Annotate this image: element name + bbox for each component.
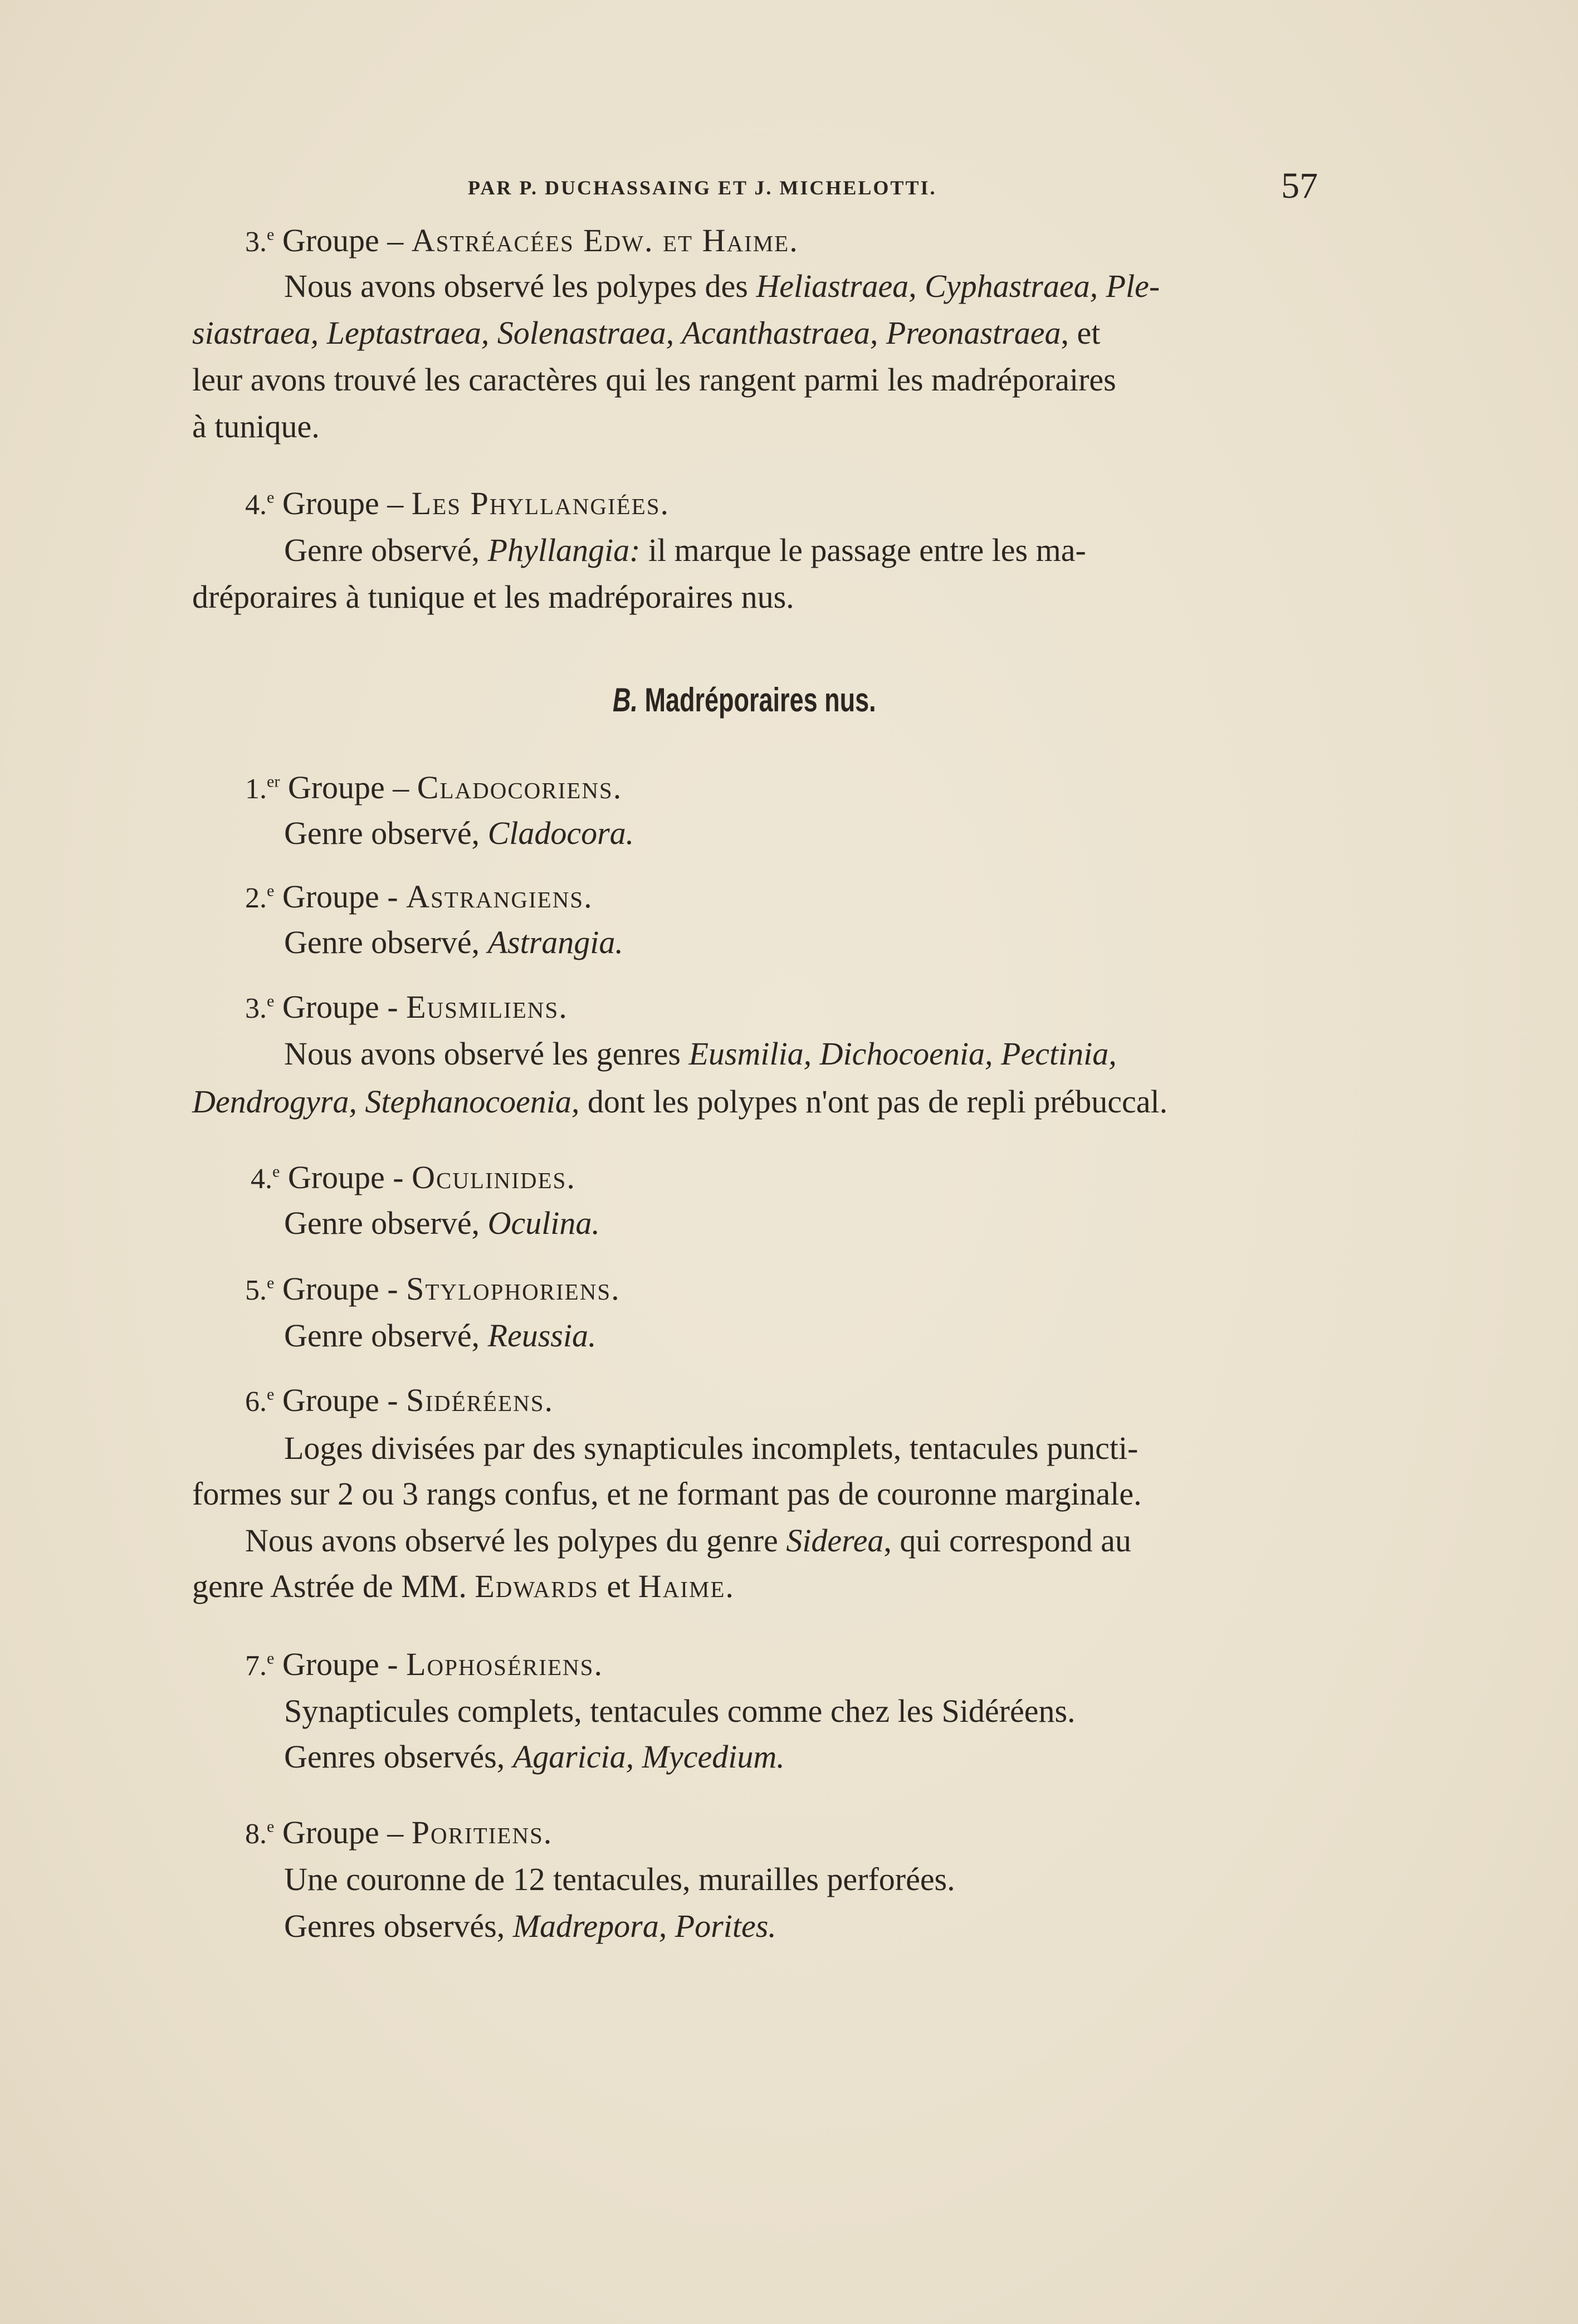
text-line: Dendrogyra, Stephanocoenia, dont les polypes n'ont pas de repli prébuccal. xyxy=(192,1083,1168,1120)
page-number: 57 xyxy=(1281,165,1318,206)
group-heading-oculinides: 4.$^e$ Groupe - Oculinides. xyxy=(251,1159,576,1195)
text-line: Genre observé, Phyllangia: il marque le passage entre les ma- xyxy=(284,532,1086,568)
group-heading-cladocoriens: 1.$^{er}$ Groupe – Cladocoriens. xyxy=(245,769,623,805)
text-line: formes sur 2 ou 3 rangs confus, et ne formant pas de couronne marginale. xyxy=(192,1476,1142,1512)
group-heading-eusmiliens: 3.$^e$ Groupe - Eusmiliens. xyxy=(245,989,568,1025)
text-line: dréporaires à tunique et les madréporaires nus. xyxy=(192,579,794,615)
group-heading-stylophoriens: 5.$^e$ Groupe - Stylophoriens. xyxy=(245,1271,621,1307)
group-heading-phyllangiees: 4.$^e$ Groupe – Les Phyllangiées. xyxy=(245,485,670,521)
text-line: Genre observé, Reussia. xyxy=(284,1317,597,1354)
text-line: genre Astrée de MM. Edwards et Haime. xyxy=(192,1568,735,1604)
group-heading-astreacees: 3.$^e$ Groupe – Astréacées Edw. et Haime. xyxy=(245,222,799,258)
text-line: Nous avons observé les genres Eusmilia, Dichocoenia, Pectinia, xyxy=(284,1036,1117,1072)
group-heading-poritiens: 8.$^e$ Groupe – Poritiens. xyxy=(245,1814,553,1851)
text-line: Une couronne de 12 tentacules, murailles perforées. xyxy=(284,1861,955,1897)
text-line: Genre observé, Cladocora. xyxy=(284,815,634,851)
group-heading-astrangiens: 2.$^e$ Groupe - Astrangiens. xyxy=(245,878,593,915)
text-line: Genres observés, Agaricia, Mycedium. xyxy=(284,1739,785,1775)
running-title: PAR P. DUCHASSAING ET J. MICHELOTTI. xyxy=(468,177,937,199)
group-heading-lophoseriens: 7.$^e$ Groupe - Lophosériens. xyxy=(245,1646,603,1682)
text-line: Synapticules complets, tentacules comme chez les Sidéréens. xyxy=(284,1693,1076,1729)
text-line: Genre observé, Oculina. xyxy=(284,1205,600,1241)
text-line: Genres observés, Madrepora, Porites. xyxy=(284,1908,776,1944)
text-line: Nous avons observé les polypes des Heliastraea, Cyphastraea, Ple- xyxy=(284,268,1160,304)
text-line: Loges divisées par des synapticules incomplets, tentacules puncti- xyxy=(284,1430,1139,1466)
text-line: à tunique. xyxy=(192,408,320,445)
group-heading-sidereens: 6.$^e$ Groupe - Sidéréens. xyxy=(245,1382,554,1418)
text-line: leur avons trouvé les caractères qui les rangent parmi les madréporaires xyxy=(192,362,1116,398)
section-subheading: B. Madréporaires nus. xyxy=(613,681,876,719)
text-line: Genre observé, Astrangia. xyxy=(284,924,623,960)
text-line: siastraea, Leptastraea, Solenastraea, Acanthastraea, Preonastraea, et xyxy=(192,315,1101,351)
text-line: Nous avons observé les polypes du genre Siderea, qui correspond au xyxy=(245,1522,1131,1559)
